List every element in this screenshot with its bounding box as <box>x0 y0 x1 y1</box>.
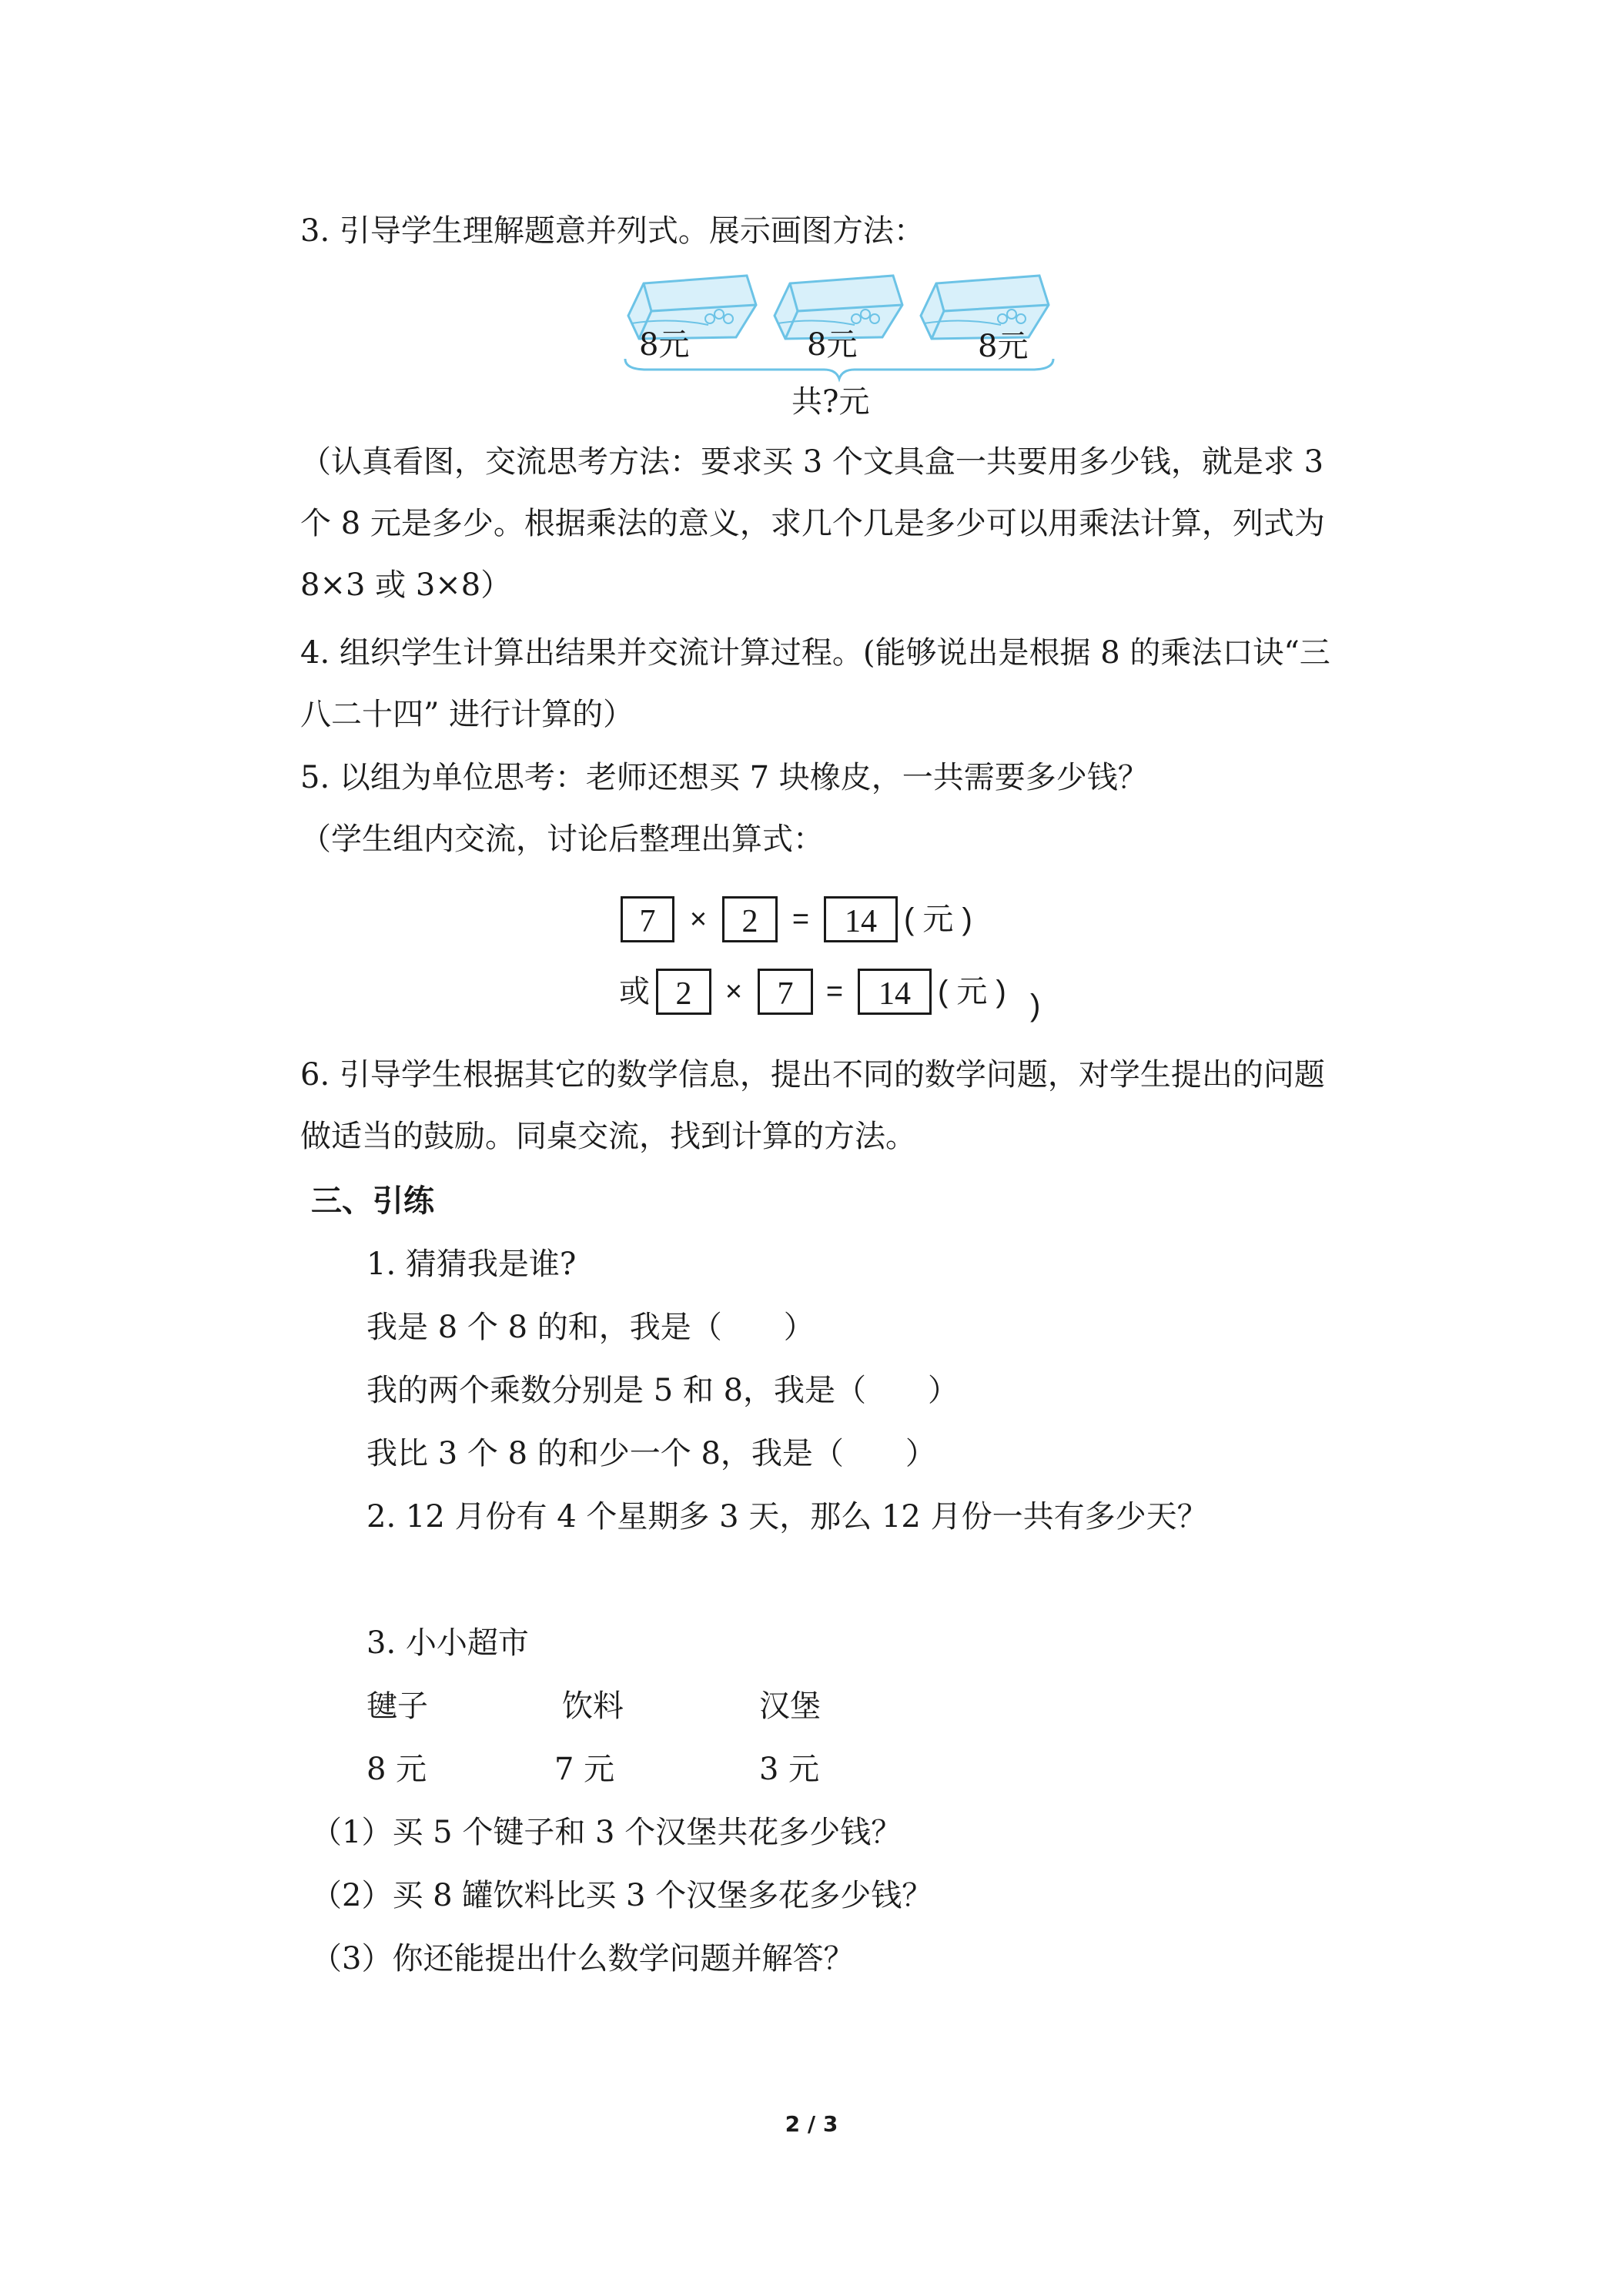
multiply-sign: × <box>689 903 708 935</box>
step-4-line-2: 八二十四” 进行计算的） <box>300 697 634 732</box>
explanation-line-3: 8×3 或 3×8） <box>300 567 512 603</box>
item-name: 毽子 <box>366 1689 428 1724</box>
explanation-line-1: （认真看图，交流思考方法：要求买 3 个文具盒一共要用多少钱，就是求 3 <box>300 444 1324 480</box>
factor-box: 7 <box>621 896 674 942</box>
price-label: 8元 <box>978 329 1029 364</box>
price-label: 8元 <box>807 327 858 363</box>
factor-box: 2 <box>722 896 778 942</box>
item-name: 饮料 <box>562 1689 624 1724</box>
question-1-b: 我的两个乘数分别是 5 和 8，我是（ ） <box>366 1373 959 1408</box>
sub-question-2: （2）买 8 罐饮料比买 3 个汉堡多花多少钱？ <box>311 1878 933 1913</box>
step-5-discussion: （学生组内交流，讨论后整理出算式： <box>300 822 824 857</box>
question-1-title: 1. 猜猜我是谁? <box>366 1247 577 1282</box>
question-3-title: 3. 小小超市 <box>366 1625 529 1661</box>
unit-label: ( 元 ) <box>904 902 972 936</box>
equals-sign: = <box>825 976 844 1008</box>
or-label: 或 <box>619 975 650 1009</box>
explanation-line-2: 个 8 元是多少。根据乘法的意义，求几个几是多少可以用乘法计算，列式为 <box>300 506 1325 541</box>
question-1-c: 我比 3 个 8 的和少一个 8，我是（ ） <box>366 1436 936 1471</box>
question-2: 2. 12 月份有 4 个星期多 3 天，那么 12 月份一共有多少天？ <box>366 1499 1208 1535</box>
page-number: 2 / 3 <box>785 2111 838 2137</box>
section-heading-practice: 三、引练 <box>311 1183 434 1219</box>
sub-question-3: （3）你还能提出什么数学问题并解答？ <box>311 1941 855 1976</box>
step-3-text: 3. 引导学生理解题意并列式。展示画图方法： <box>300 213 925 249</box>
item-price: 7 元 <box>554 1752 615 1787</box>
unit-label: ( 元 ) <box>938 975 1006 1009</box>
sub-question-1: （1）买 5 个键子和 3 个汉堡共花多少钱？ <box>311 1815 902 1850</box>
equals-sign: = <box>791 903 810 935</box>
pencil-box-figure <box>616 262 1062 423</box>
item-name: 汉堡 <box>759 1689 821 1724</box>
product-box: 14 <box>858 969 932 1015</box>
step-6-line-1: 6. 引导学生根据其它的数学信息，提出不同的数学问题，对学生提出的问题 <box>300 1057 1325 1093</box>
item-price: 3 元 <box>759 1752 820 1787</box>
item-price: 8 元 <box>366 1752 427 1787</box>
equation-row-1 <box>621 896 1052 947</box>
total-label: 共?元 <box>791 384 870 420</box>
step-6-line-2: 做适当的鼓励。同桌交流，找到计算的方法。 <box>300 1119 916 1154</box>
step-5-text: 5. 以组为单位思考：老师还想买 7 块橡皮，一共需要多少钱？ <box>300 760 1149 795</box>
factor-box: 7 <box>758 969 813 1015</box>
product-box: 14 <box>824 896 898 942</box>
factor-box: 2 <box>656 969 711 1015</box>
price-label: 8元 <box>639 327 690 363</box>
step-4-line-1: 4. 组织学生计算出结果并交流计算过程。(能够说出是根据 8 的乘法口诀“三 <box>300 635 1330 671</box>
closing-paren: ) <box>1030 989 1041 1022</box>
equation-row-2 <box>619 969 1081 1022</box>
question-1-a: 我是 8 个 8 的和，我是（ ） <box>366 1310 815 1345</box>
multiply-sign: × <box>724 976 743 1008</box>
